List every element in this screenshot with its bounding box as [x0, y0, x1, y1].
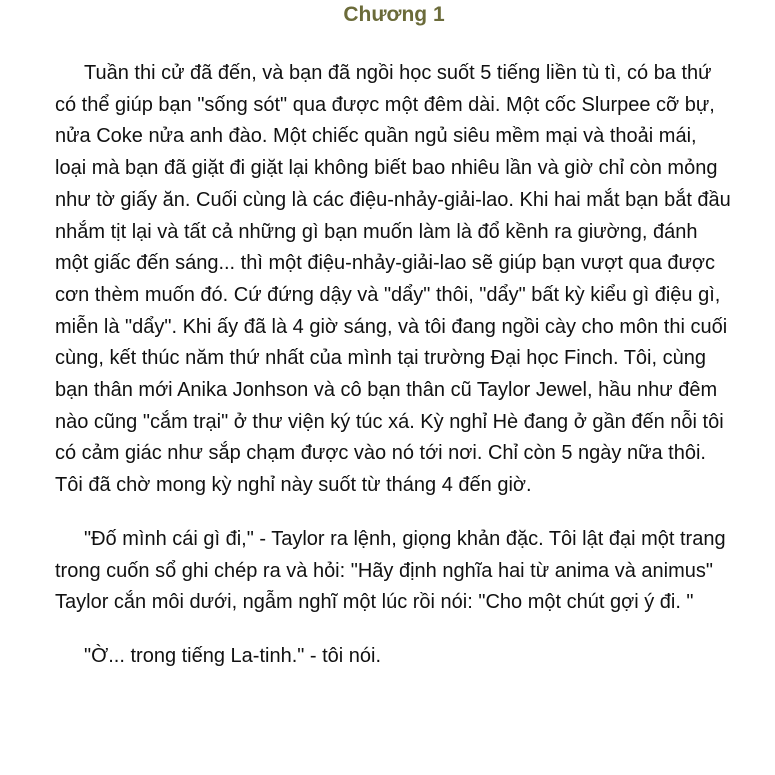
paragraph-2: "Đố mình cái gì đi," - Taylor ra lệnh, giọng khản đặc. Tôi lật đại một trang trong cuốn sổ ghi chép ra và hỏi: "Hãy định nghĩa hai từ anima và animus" Taylor cắn môi dưới, ngẫm nghĩ một lúc rồi nói: "Cho một chút gợi ý đi. " — [55, 527, 726, 614]
chapter-title: Chương 1 — [343, 3, 445, 26]
chapter-body — [55, 58, 733, 673]
paragraph-1: Tuần thi cử đã đến, và bạn đã ngồi học suốt 5 tiếng liền tù tì, có ba thứ có thể giúp bạn "sống sót" qua được một đêm dài. Một cốc Slurpee cỡ bự, nửa Coke nửa anh đào. Một chiếc quần ngủ siêu mềm mại và thoải mái, loại mà bạn đã giặt đi giặt lại không biết bao nhiêu lần và giờ chỉ còn mỏng như tờ giấy ăn. Cuối cùng là các điệu-nhảy-giải-lao. Khi hai mắt bạn bắt đầu nhắm tịt lại và tất cả những gì bạn muốn làm là đổ kềnh ra giường, đánh một giấc đến sáng... thì một điệu-nhảy-giải-lao sẽ giúp bạn vượt qua được cơn thèm muốn đó. Cứ đứng dậy và "dẩy" thôi, "dẩy" bất kỳ kiểu gì điệu gì, miễn là "dẩy". Khi ấy đã là 4 giờ sáng, và tôi đang ngồi cày cho môn thi cuối cùng, kết thúc năm thứ nhất của mình tại trường Đại học Finch. Tôi, cùng bạn thân mới Anika Jonhson và cô bạn thân cũ Taylor Jewel, hầu như đêm nào cũng "cắm trại" ở thư viện ký túc xá. Kỳ nghỉ Hè đang ở gần đến nỗi tôi có cảm giác như sắp chạm được vào nó tới nơi. Chỉ còn 5 ngày nữa thôi. Tôi đã chờ mong kỳ nghỉ này suốt từ tháng 4 đến giờ. — [55, 62, 731, 497]
paragraph-3: "Ờ... trong tiếng La-tinh." - tôi nói. — [84, 644, 382, 667]
